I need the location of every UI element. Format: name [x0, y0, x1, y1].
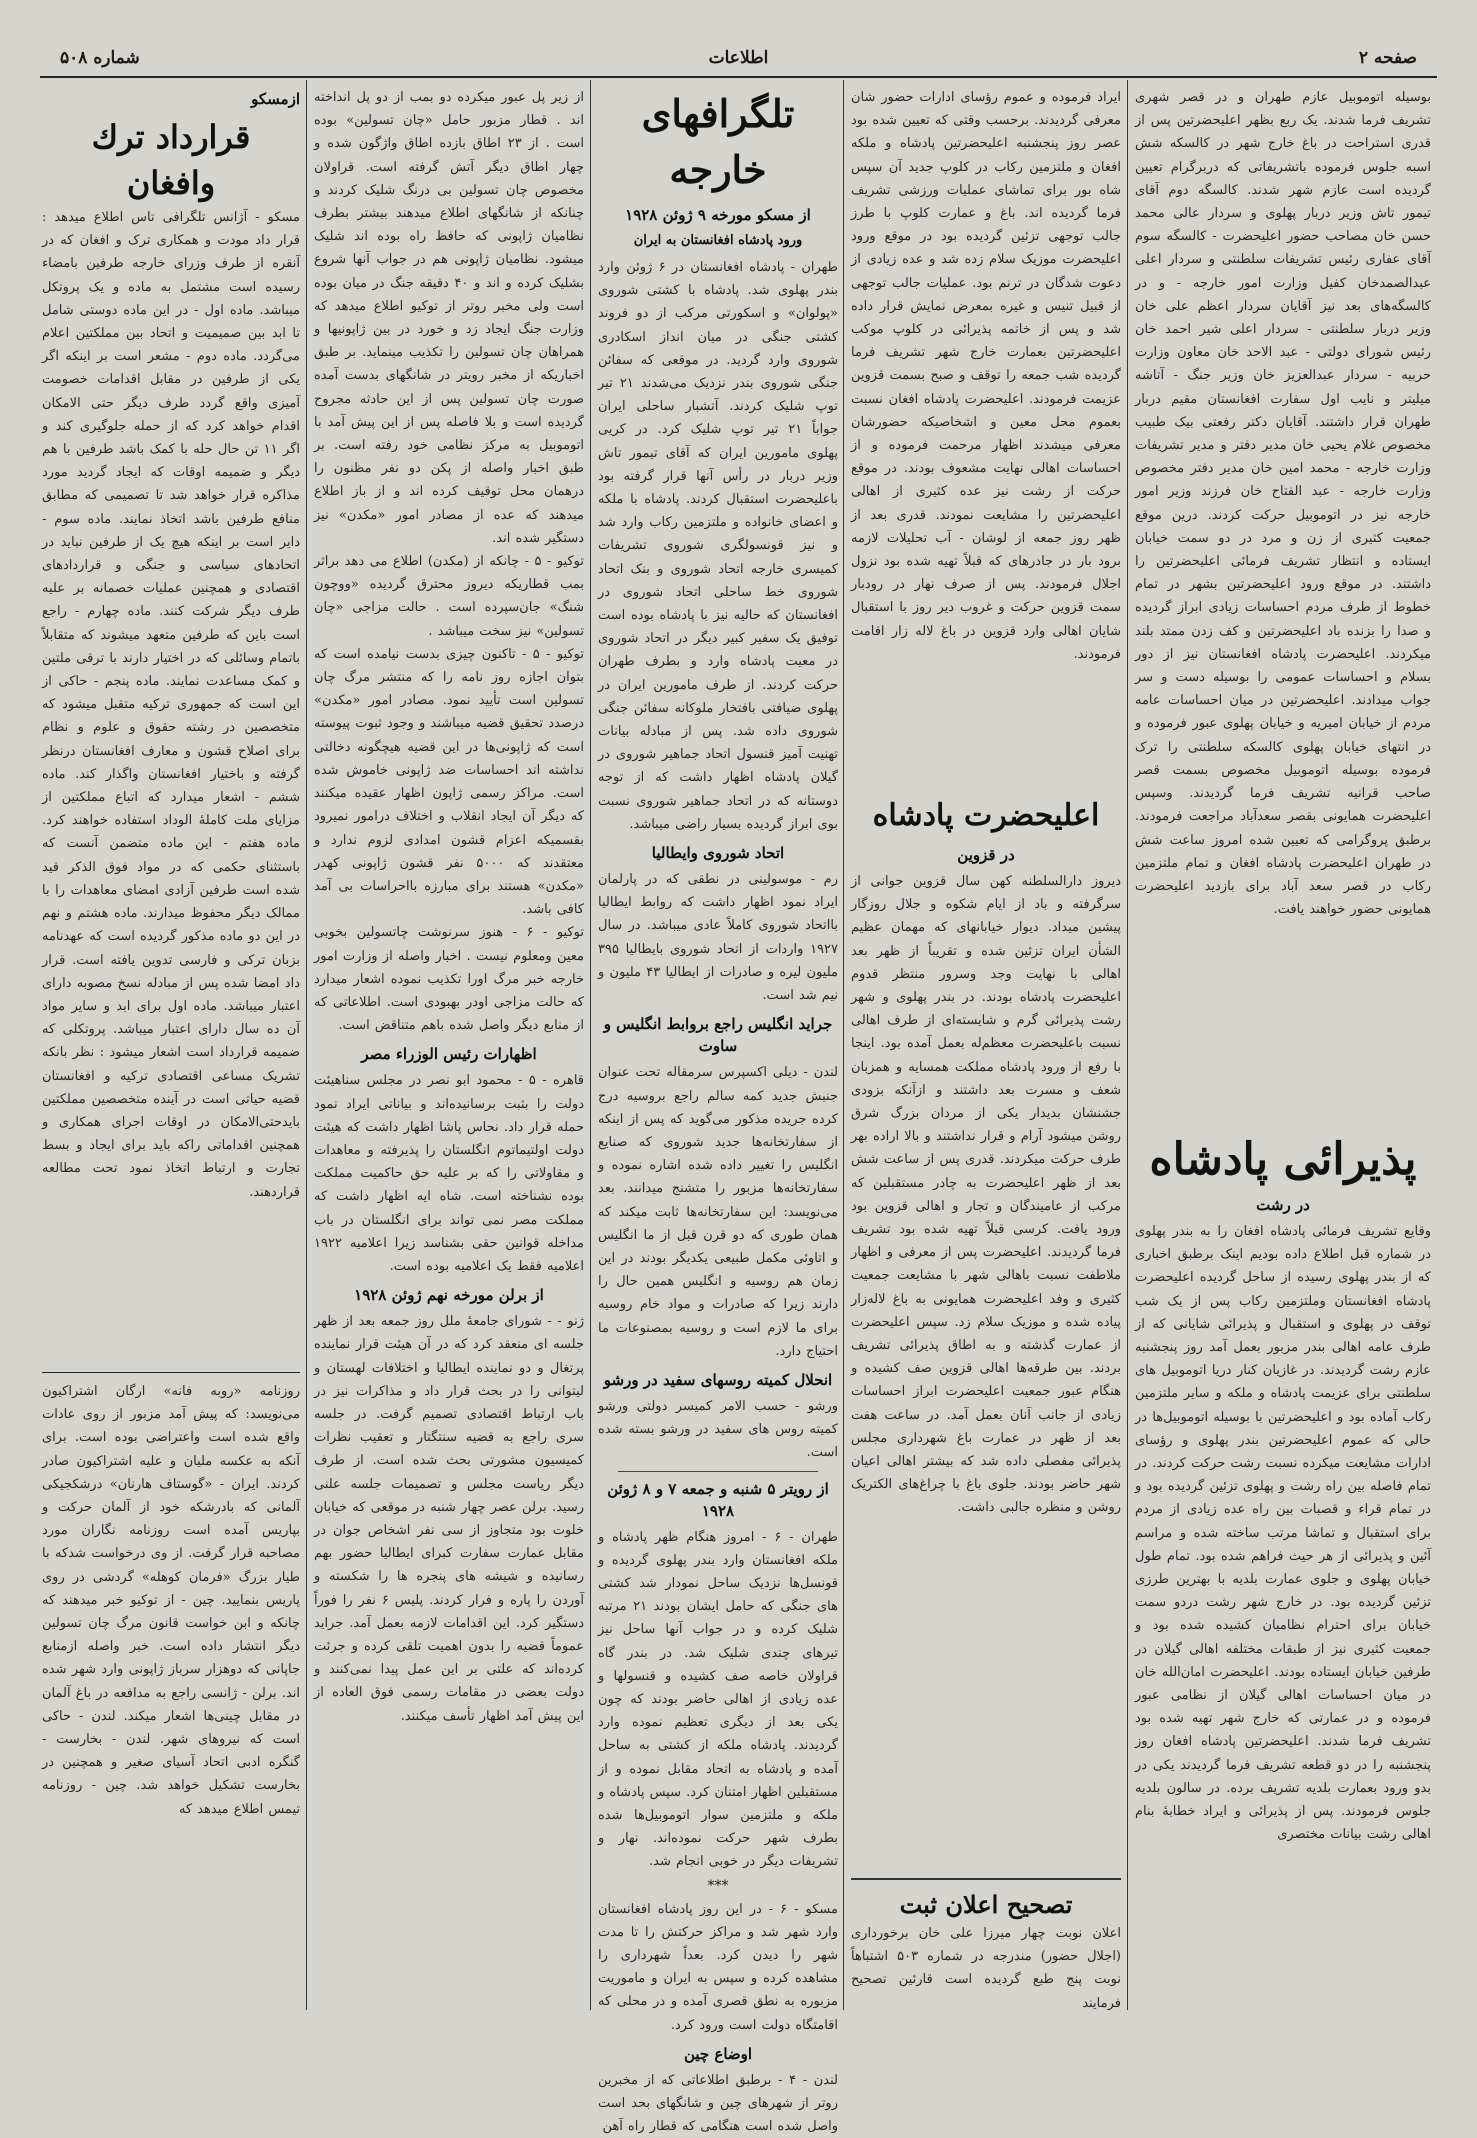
english-press-telegram: لندن - دیلی اکسپرس سرمقاله تحت عنوان جنبش جدید کمه سالم راجع بروسیه درج کرده جریده مذکور می‌گوید که پس از اینکه از سفارتخانه‌ها جدید شوروی که صنایع انگلیس را تغییر داده شده اشاره نموده و سفارتخانه‌ها مزبور را متشنج میدانند. بعد می‌نویسد: این سفارتخانه‌ها ثابت میکند که همان طوری که دو قرن قبل از ما انگلیس و اتاوئی مکمل طبیعی یکدیگر بودند در این زمان هم روسیه و انگلیس همین حال را دارند زیرا که صادرات و مواد خام روسیه برای ما لازم است و روسیه بمصنوعات ما احتیاج دارد. — [598, 1065, 838, 1359]
egypt-pm-telegram: قاهره - ۵ - محمود ابو نصر در مجلس سناهیئت دولت را بثبت برسانیده‌اند و بیاناتی ایراد نمود حمله قرار داد. نحاس پاشا اظهار داشت که هیئت دولت اولتیماتوم انگلستان را پذیرفته و معاهدات و مقاولاتی را که بر علیه حق حاکمیت مملکت بوده نشناخته است. شاه ایه اظهار داشت که مملکت مصر نمی تواند برای انگلستان در باب مداخله قوانین حقی بشناسد زیرا اعلامیه ۱۹۲۲ اعلامیه فقط یک اعلامیه بوده است. — [314, 1073, 585, 1274]
reuters-dateline: از رویتر ۵ شنبه و جمعه ۷ و ۸ ژوئن ۱۹۲۸ — [607, 1479, 829, 1520]
page-header — [40, 44, 1437, 74]
news-briefs — [42, 1380, 300, 2010]
column-2-top — [851, 86, 1121, 786]
column-rule — [306, 80, 307, 2010]
rasht-continuation: ایراد فرموده و عموم رؤسای ادارات حضور شان معرفی گردیدند. برحسب وقتی که تعیین شده بود عصر روز پنجشنبه اعلیحضرتین پادشاه و ملکه افغان و ملتزمین رکاب در کلوپ جدید آن سپس شاه بور برای تماشای عملیات ورزشی تشریف فرما گردیده اند. باغ و عمارت کلوپ با طرز جالب توجهی تزئین گردیده بود در موقع ورود اعلیحضرت موزیک سلام زده شد و عده زیادی از دعوت شدگان در ترنم بود. عملیات جالب توجهی از قبیل تنیس و غیره بمعرض نمایش قرار داده شد و پس از خاتمه پذیرائی در کلوپ موکب اعلیحضرتین بعمارت خارج شهر تشریف فرما گردیده شب جمعه را توقف و صبح بسمت قزوین عزیمت فرمودند. اعلیحضرت پادشاه افغان نسبت بعموم محل معین و اشخاصیکه حضورشان معرفی میشدند اظهار مرحمت فرموده و از احساسات اهالی نهایت مشعوف بودند. در موقع حرکت از رشت نیز عده کثیری از اهالی اعلیحضرتین را مشایعت نمودند. قدری بعد از ظهر روز جمعه از لوشان - آب تحلیلات لازمه برود بار در جادرهای که قبلاً تهیه شده بود نزول اجلال فرمودند. پس از صرف نهار در رودبار سمت قزوین حرکت و غروب دیر روز با استقبال شایان اهالی وارد قزوین در باغ لاله زار اقامت فرمودند. — [851, 90, 1121, 662]
soviet-italy-telegram: رم - موسولینی در نطقی که در پارلمان ایراد نمود اظهار داشت که روابط ایطالیا بااتحاد شوروی کاملاً عادی میباشد. در سال ۱۹۲۷ واردات از اتحاد شوروی بایطالیا ۳۹۵ ملیون لیره و صادرات از ایطالیا ۴۳ ملیون و نیم شد است. — [598, 872, 838, 1004]
foreign-telegrams — [598, 86, 839, 2135]
berlin-telegram: ژنو - - شورای جامعهٔ ملل روز جمعه بعد از ظهر جلسه ای منعقد کرد که در آن هیئت قرار نماینده پرتغال و دو نماینده ایطالیا و اختلافات لهستان و لیتوانی را در بحث قرار داد و مذاکرات نیز در باب ارتباط اقتصادی تصمیم گرفت. در جلسه سری راجع به قضیه سنتگتار و تعقیب نظرات کمیسیون مشورتی بحث شده است. از طرف دیگر ریاست مجلس و تصمیمات جلسه علنی رسید. برلن عصر چهار شنبه در موقعی که خیابان خلوت بود متجاوز از سی نفر اشخاص جوان در مقابل عمارت سفارت کبرای ایطالیا حضور بهم رسانیده و شیشه های پنجره ها را شکسته و آوردن را پاره و فرار کردند. پلیس ۶ نفر را فوراً دستگیر کرد. این اقدامات لازمه بعمل آمد. جراید عموماً قضیه را بدون اهمیت تلقی کرده و جرئت کرده‌اند که علتی بر این عمل پیدا نمی‌کنند و دولت بعضی در مقامات رسمی فوق العاده از این پیش آمد اظهار تأسف میکنند. — [314, 1314, 584, 1724]
notice-rule — [851, 1878, 1121, 1880]
moscow-dateline: از مسکو مورخه ۹ ژوئن ۱۹۲۸ — [625, 206, 811, 224]
english-press-subhead: جراید انگلیس راجع بروابط انگلیس و ساوت — [603, 1015, 833, 1056]
reception-body: وقایع تشریف فرمائی پادشاه افغان را به بندر پهلوی در شماره قبل اطلاع داده بودیم اینک برطبق اخباری که از بندر پهلوی رسیده از ساحل گردیده اعلیحضرت پادشاه افغانستان وملتزمین رکاب پس از یک شب توقف در پهلوی و استقبال و پذیرائی شایانی که از طرف عامه اهالی بندر مزبور بعمل آمد روز پنجشنبه عازم رشت گردیدند. در غازیان کنار دریا اتوموبیل های سلطنتی برای عزیمت پادشاه و ملکه و سایر ملتزمین رکاب آماده بود و اعلیحضرتین با بوسیله اتوموبیل‌ها در حالی که عموم اعلیحضرتین بندر پهلوی و رؤسای ادارات مشایعت میکرده نسبت رشت حرکت کردند. در تمام فاصله بین راه رشت و پهلوی تزئین گردیده بود و در تمام قراء و قصبات بین راه عده زیادی از مردم برای استقبال و تماشا مرتب ساخته شده و مراسم آئین و پذیرائی از هر حیث فراهم شده بود. تمام طول خیابان پهلوی و جلوی عمارت بلدیه با بهترین طرزی تزئین گردیده بود. در خارج شهر رشت دردو سمت خیابان برای احترام نظامیان کشیده شده بود و جمعیت کثیری نیز از طبقات مختلفه اهالی گیلان در طرفین خیابان ایستاده بودند. اعلیحضرت امان‌الله خان در میان احساسات اهالی گیلان از نظامی عبور فرموده و در عمارتی که خارج شهر تهیه شده بود تشریف فرما شدند. اعلیحضرتین پادشاه افغان روز پنجشنبه را در دو قطعه تشریف فرما گردیدند یکی در بدو ورود بعمارت بلدیه تشریف برده. در سالون بلدیه جلوس فرمودند. پس از پذیرائی و ایراد خطابهٔ بنام اهالی رشت بیانات مختصری — [1135, 1224, 1431, 1843]
column-rule — [843, 80, 844, 2010]
soviet-italy-subhead: اتحاد شوروی وایطالیا — [651, 844, 785, 863]
reception-title: پذیرائی پادشاه — [1149, 1134, 1417, 1185]
qazvin-article — [851, 790, 1121, 1790]
paper-name: اطلاعات — [708, 48, 769, 68]
column-4 — [314, 86, 584, 2010]
treaty-dateline: ازمسکو — [251, 90, 300, 108]
telegrams-title: تلگرافهای خارجه — [641, 91, 795, 192]
tokyo-telegram-1: توکیو - ۵ - چانکه از (مکدن) اطلاع می دهد براثر بمب قطاریکه دیروز محترق گردیده «ووچون شنگ» جان‌سپرده است . حالت مزاجی «چان تسولین» نیز سخت میباشد . — [314, 554, 584, 639]
egypt-pm-subhead: اظهارات رئیس الوزراء مصر — [361, 1045, 537, 1064]
issue-number: شماره ۵۰۸ — [60, 48, 140, 68]
afghan-king-arrival-article: بوسیله اتوموبیل عازم طهران و در قصر شهری تشریف فرما شدند. یک ربع بظهر اعلیحضرتین پس از قدری استراحت در باغ خارج شهر در کالسکه شش اسبه جلوس فرموده باتشریفاتی که دربرگرام تعیین گردیده است عازم شهر شدند. کالسگه دوم آقای تیمور تاش وزیر دربار پهلوی و سردار عالی محمد حسن خان مصاحب حضور اعلیحضرت - کالسگه سوم آقای عفاری رئیس تشریفات سلطنتی و سردار اعلی عبدالصمدخان کفیل وزارت امور خارجه - و در کالسگه‌های بعد نیز آقایان سردار اعظم علی خان وزیر دربار سلطنتی - سردار اعلی شیر احمد خان رئیس شورای دولتی - عبد الاحد خان معاون وزارت حربیه - سردار عبدالعزیز خان وزیر جنگ - آتاشه میلیتر و نایب اول سفارت افغانستان مقیم دربار طهران قرار داشتند. آقایان دکتر رفعتی بیک طبیب مخصوص غلام یحیی خان مدیر دفتر و مدیر تشریفات وزارت خارجه - محمد امین خان مدیر دفتر مخصوص وزارت خارجه - عبد الفتاح خان فرزند وزیر امور خارجه نیز در اتوموبیل حرکت کردند. درین موقع جمعیت کثیری از زن و مرد در دو سمت خیابان ایستاده و انتظار تشریف فرمائی اعلیحضرتین را داشتند. در موقع ورود اعلیحضرتین بشهر در تمام خطوط از طرف مردم احساسات زیادی ابراز گردیده و صدا را بزنده باد اعلیحضرتین و کف زدن ممتد بلند میکردند. اعلیحضرت پادشاه افغانستان نیز از دور بسلام و احساسات عمومی را بوسیله دست و سر جواب میدادند. اعلیحضرتین در میان احساسات عامه مردم از خیابان امیریه و خیابان پهلوی عبور فرموده و در انتهای خیابان پهلوی کالسکه سلطنتی را ترک فرموده بوسیله اتوموبیل مخصوص بسمت قصر صاحب قرانیه تشریف فرما گردیدند. وسپس اعلیحضرت همایونی بقصر سعدآباد مراجعت فرمودند. برطبق پروگرامی که تعیین شده امروز ساعت شش در طهران اعلیحضرت پادشاه افغان و تمام ملتزمین رکاب در قصر سعد آباد برای بازدید اعلیحضرت همایونی حضور خواهند یافت. — [1135, 90, 1431, 918]
qazvin-subtitle: در قزوین — [957, 846, 1015, 864]
section-rule — [618, 1471, 818, 1472]
column-rule — [590, 80, 591, 2010]
arrival-subhead: ورود پادشاه افغانستان به ایران — [633, 233, 803, 248]
news-briefs-body: روزنامه «روبه فانه» ارگان اشتراکیون می‌نویسد: که پیش آمد مزبور از روی عادات واقع شده است واعتراضی بوده است. برای آنکه به عکسه ملیان و علیه اشتراکیون صادر کردند. ایران - «گوستاف هارنان» درشکجیکی آلمانی که بادرشکه خود از آلمان حرکت و بپاریس آمده است روزنامه نگاران مورد مصاحبه قرار گرفت. از وی درخواست شدکه با طیار بزرگ «فرمان کوهله» گردشی در روی پاریس بنمایید. چین - از توکیو خبر میدهند که چانکه و ابن خواست قانون مرگ چان تسولین دیگر انتشار داده است. خبر واصله ازمنابع جاپانی که دوهزار سرباز ژاپونی وارد شهر شده اند. برلن - ژانسی راجع به مدافعه در باغ آلمان در مقابل چینی‌ها اشعار میکند. لندن - حاکی است که نیروهای شهر. لندن - بخارست - گنگره ادبی اتحاد آسیای صغیر و همچنین در بخارست تشکیل خواهد شد. چین - روزنامه تیمس اطلاع میدهد که — [42, 1384, 300, 1817]
turk-afghan-treaty — [42, 86, 300, 1366]
qazvin-title: اعلیحضرت پادشاه — [872, 798, 1100, 833]
arrival-telegram: طهران - پادشاه افغانستان در ۶ ژوئن وارد بندر پهلوی شد. پادشاه با کشتی شوروی «پولوان» و اسکورتی مرکب از دو فروند کشتی جنگی در میان انداز اسکادری شوروی وارد گردید. در موقعی که سفائن جنگی شوروی بندر نزدیک می‌شدند ۲۱ تیر توپ شلیک کردند. آتشبار ساحلی ایران جواباً ۲۱ تیر توپ شلیک کرد. در کریی پهلوی مامورین ایران که آقای تیمور تاش وزیر دربار در رأس آنها قرار گرفته بود باعلیحضرت استقبال کردند. پادشاه با ملکه و اعضای خانواده و ملتزمین رکاب وارد شد و نیز قونسولگری شوروی تشریفات کمیسری خارجه اتحاد شوروی و بنک اتحاد شوروی خط ساحلی اتحاد شوروی در افغانستان که حالیه نیز با پادشاه بوده است توفیق یک سفیر کبیر دیگر در اتحاد شوروی در معیت پادشاه وارد و بطرف طهران حرکت کردند. از طرف مامورین ایران در پهلوی ضیافتی بافتخار ملوکانه سفائن جنگی شوروی داده شد. پس از مبادله بیانات تهنیت آمیز قنسول اتحاد جماهیر شوروی در گیلان پادشاه اظهار داشت که از توجه دوستانه که در اتحاد جماهیر شوروی نسبت بوی ابراز گردیده بسیار راضی میباشد. — [598, 260, 839, 832]
reception-subtitle: در رشت — [1256, 1196, 1310, 1214]
moscow-telegram: مسکو - ۶ - در این روز پادشاه افغانستان وارد شهر شد و مراکز حرکتش را تا مدت شهر را دیدن کرد. بعداً شهرداری را مشاهده کرده و سپس به ایران و ماموریت مزبوره به نطق قصری آمده و در محلی که اقامتگاه دولت است ورود کرد. — [598, 1901, 838, 2033]
section-rule — [42, 1372, 300, 1373]
notice-title: تصحیح اعلان ثبت — [899, 1890, 1073, 1919]
berlin-dateline: از برلن مورخه نهم ژوئن ۱۹۲۸ — [354, 1286, 544, 1305]
reuters-telegram: طهران - ۶ - امروز هنگام ظهر پادشاه و ملکه افغانستان وارد بندر پهلوی گردیده و قونسل‌ها نزدیک ساحل نمودار شد کشتی های جنگی که حامل ایشان بودند ۲۱ مرتبه شلیک کرده و در جواب آنها ساحل نیز تیرهای چندی شلیک شد. در بندر گاه قراولان خاصه صف کشیده و قنسولها و عده زیادی از اهالی حاضر بودند که چون یکی بعد از دیگری تعظیم نموده وارد گردیدند. پادشاه ملکه از کشتی به ساحل آمده و پادشاه به اتحاد مقابل نموده و از مستقبلین اظهار امتنان کرد. سپس پادشاه و ملکه و ملتزمین سوار اتوموبیل‌ها شده بطرف شهر حرکت نموده‌اند. نهار و تشریفات دیگر در خوبی انجام شد. — [598, 1529, 839, 1870]
qazvin-body: دیروز دارالسلطنه کهن سال قزوین جوانی از سرگرفته و باد از ایام شکوه و جلال روزگار پیشین میداد. دیوار خیابانهای که مهمان عظیم الشأن ایران تزئین شده و تقریباً از ظهر بعد اهالی با نهایت وجد وسرور منتظر قدوم اعلیحضرت پادشاه بودند. در بندر پهلوی و شهر رشت پذیرائی گرم و شایسته‌ای از طرف اهالی نسبت باعلیحضرت معظم‌له بعمل آمده بود. اینجا با رفع از ورود پادشاه مملکت همسایه و همزبان شعف و مسرت بعد داشتند و ازآنکه بزودی جشنشان بدیدار یکی از مردان بزرگ شرق روشن میشود آرام و قرار نداشتند و بالا اراده بهر طرف حرکت میکردند. قدری پس از ساعت شش بعد از ظهر اعلیحضرت به چادر مستقبلین که مرکب از عامیندگان و تجار و اهالی قزوین بود ورود یافت. کرسی قبلاً تهیه شده بود تشریف فرما گردیدند. اعلیحضرت پس از معرفی و اظهار ملاطفت نسبت باهالی شهر با مشایعت جمعیت کثیری و وفد اعلیحضرت همایونی به باغ لاله‌زار پیاده شده و موزیک سلام زد. سپس اعلیحضرت از عمارت گذشته و به اطاق پذیرائی تشریف بردند. بین طرقه‌ها اهالی قزوین صف کشیده و هنگام عبور جمعیت اعلیحضرت ابراز احساسات زیادی از جانب آنان بعمل آمد. در ساعت هفت بعد از ظهر در عمارت باغ شهرداری مجلس پذیرائی مفصلی داده شد که بیشتر اهالی اعیان شهر حاضر بودند. جلوی باغ با چراغ‌های الکتریک روشن و منظره جالبی داشت. — [851, 874, 1121, 1516]
column-rule — [1127, 80, 1128, 2010]
tokyo-telegram-2: توکیو - ۵ - تاکنون چیزی بدست نیامده است که بتوان اجازه روز نامه را که منتشر مرگ چان تسولین است تأیید نمود. مصادر امور «مکدن» درصدد تحقیق قضیه میباشند و وجود ثبوت پیوسته است که ژاپونی‌ها در این قضیه هیچگونه دخالتی نداشته اند احساسات ضد ژاپونی خاموش شده است. مراکز رسمی ژاپون اظهار عقیده میکنند که دیگر آن ایجاد انقلاب و اختلاف درامور نمیرود بقسمیکه اعزام قشون امدادی لزوم ندارد و معتقدند که ۵۰۰۰ نفر قشون ژاپونی کهدر «مکدن» هستند برای مبارزه بااحراسات بی آمد کافی باشد. — [314, 646, 584, 918]
page-number: صفحه ۲ — [1358, 48, 1417, 68]
china-continuation: از زیر پل عبور میکرده دو بمب از دو پل انداخته اند . قطار مزبور حامل «چان تسولین» بوده است . از ۲۳ اطاق بازده اطاق واژگون شده و چهار اطاق دیگر آتش گرفته است. قراولان مخصوص چان تسولین بی درنگ شلیک کردند و چنانکه از شانگهای اطلاع میدهند بیشتر بطرف نظامیان ژاپونی که حافظ راه بوده اند شلیک میشود. نظامیان ژاپونی هم در جواب آنها شروع بشلیک کرده و اند و ۴۰ دقیقه جنگ در میان بوده است ولی مخبر روتر از توکیو اطلاع میدهد که وزارت جنگ ایجاد زد و خورد در بین ژاپونیها و همراهان چان تسولین را تکذیب مینماید. بر طبق اخباریکه از مخبر رویتر در شانگهای بدست آمده صورت چان تسولین پس از این حادثه مجروح گردیده است و بلا فاصله پس از این پیش آمد با اتوموبیل به مرکز نظامی خود رفته است. بر طبق اخبار واصله از پکن دو نفر مظنون را درهمان محل توقیف کرده اند و از باز اطلاع میدهند که عده از مصادر امور «مکدن» نیز دستگیر شده اند. — [314, 90, 584, 546]
notice-body: اعلان نوبت چهار میرزا علی خان برخورداری (اجلال حضور) مندرجه در شماره ۵۰۳ اشتباهاً نوبت پنج طبع گردیده است قارئین تصحیح فرمایند — [851, 1926, 1122, 2011]
header-rule — [40, 76, 1437, 78]
china-subhead: اوضاع چین — [683, 2044, 753, 2063]
separator-stars: *** — [707, 1877, 729, 1894]
reception-article — [1135, 1132, 1431, 2012]
treaty-body: مسکو - آژانس تلگرافی تاس اطلاع میدهد : قرار داد مودت و همکاری ترک و افغان که در آنقره از طرف وزرای خارجه طرفین بامضاء رسیده است مشتمل به ماده و یک پروتکل میباشد. ماده اول - در این ماده دوستی شامل تا ابد بین صمیمیت و اتحاد بین مملکتین اعلام می‌گردد. ماده دوم - مشعر است بر اینکه اگر یکی از طرفین در مقابل اقدامات خصومت آمیزی واقع گردد طرف دیگر حتی الامکان اقدام خواهد کرد که از حمله جلوگیری کند و اگر ۱۱ تن حال حله با کمک باشد طرفین با هم دیگر و ضمیمه اوقات که ایجاد گردید مورد مذاکره قرار خواهد شد تا تصمیمی که مطابق منافع طرفین باشد اتخاذ نمایند. ماده سوم - دایر است بر اینکه هیچ یک از طرفین نباید در اتحادهای سیاسی و جنگی و قراردادهای اقتصادی و همچنین عملیات خصمانه بر علیه طرف دیگر شرکت کنند. ماده چهارم - راجع است باین که طرفین متعهد میشوند که متقابلاً باتمام وسائلی که در اختیار دارند با ترقی ملتین و کمک مساعدت نمایند. ماده پنجم - حاکی از این است که جمهوری ترکیه متقبل میشود که متخصصین در رشته حقوق و علوم و نظام برای اصلاح قشون و معارف افغانستان درنظر گرفته و باختیار افغانستان واگذار کند. ماده ششم - اشعار میدارد که اتباع مملکتین از مزایای ملت کاملهٔ الوداد استفاده خواهند کرد. ماده هفتم - این ماده متضمن آنست که باستثنای حکمی که در مواد فوق الذکر قید شده است طرفین آزادی امضای معاهدات را با ممالک دیگر محفوظ میدارند. ماده هشتم و نهم در این دو ماده مذکور گردیده است که عهدنامه بزبان ترکی و فارسی تدوین یافته است. قرار داد امضا شده پس از مبادله نسخ مصوبه دارای اعتبار میباشد. ماده اول برای ابد و سایر مواد آن ده سال دارای اعتبار میباشد. پروتکلی که ضمیمه قرارداد است اشعار میشود : نظر بانکه تشریک مساعی اقتصادی ترکیه و افغانستان قضیه حیاتی است در آینده متخصصین مملکتین بایدحتی‌الامکان در اوقات اجرای همکاری و همچنین اقداماتی راکه باید برای ایجاد و بسط تجارت و ارتباط اتخاذ نمود تحت مطالعه قراردهند. — [42, 210, 301, 1200]
warsaw-subhead: انحلال کمیته روسهای سفید در ورشو — [603, 1370, 833, 1389]
column-1-top — [1135, 86, 1431, 1126]
treaty-title: قرارداد ترك وافغان — [91, 118, 251, 202]
china-telegram: لندن - ۴ - برطبق اطلاعاتی که از مخبرین روتر از شهرهای چین و شانگهای بحد است واصل شده است هنگامی که قطار راه آهن — [598, 2072, 838, 2135]
correction-notice — [851, 1870, 1121, 2010]
warsaw-telegram: ورشو - حسب الامر کمیسر دولتی ورشو کمیته روس های سفید در ورشو بسته شده است. — [598, 1398, 838, 1461]
tokyo-telegram-3: توکیو - ۶ - هنوز سرنوشت چاتسولین بخوبی معین ومعلوم نیست . اخبار واصله از وزارت امور خارجه خبر مرگ اورا تکذیب نموده اشعار میدارد که حالت مزاجی اودر بهبودی است. اطلاعاتی که از منابع دیگر واصل شده باهم متناقض است. — [314, 925, 584, 1034]
